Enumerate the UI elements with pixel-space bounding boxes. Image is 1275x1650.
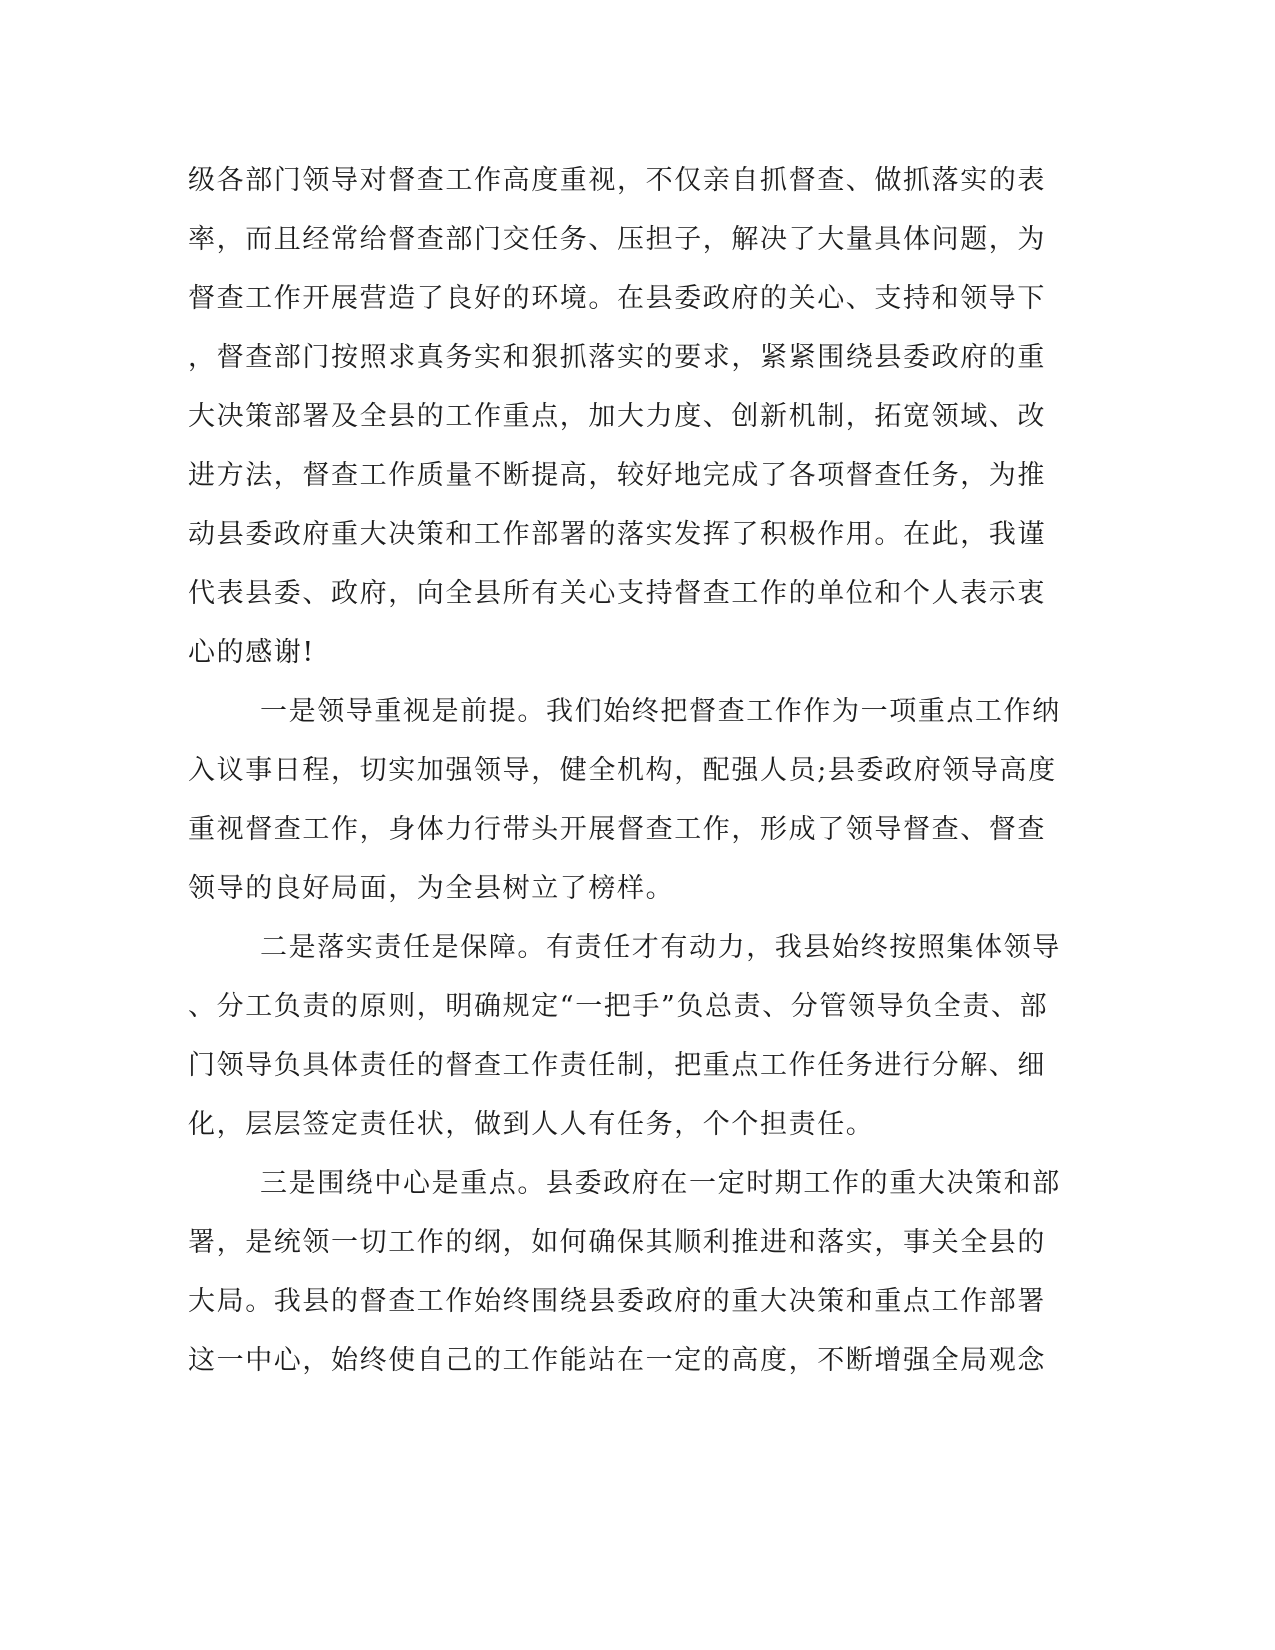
text-line: 入议事日程，切实加强领导，健全机构，配强人员;县委政府领导高度 bbox=[188, 755, 1057, 786]
text-line: 率，而且经常给督查部门交任务、压担子，解决了大量具体问题，为 bbox=[188, 224, 1046, 255]
text-line: 署，是统领一切工作的纲，如何确保其顺利推进和落实，事关全县的 bbox=[188, 1227, 1046, 1258]
paragraph-first-line: 三是围绕中心是重点。县委政府在一定时期工作的重大决策和部 bbox=[260, 1168, 1061, 1199]
text-line: 级各部门领导对督查工作高度重视，不仅亲自抓督查、做抓落实的表 bbox=[188, 165, 1046, 196]
text-line: 领导的良好局面，为全县树立了榜样。 bbox=[188, 873, 675, 904]
text-line: 动县委政府重大决策和工作部署的落实发挥了积极作用。在此，我谨 bbox=[188, 519, 1046, 550]
text-line: 化，层层签定责任状，做到人人有任务，个个担责任。 bbox=[188, 1109, 875, 1140]
text-line: 重视督查工作，身体力行带头开展督查工作，形成了领导督查、督查 bbox=[188, 814, 1046, 845]
text-line: 大局。我县的督查工作始终围绕县委政府的重大决策和重点工作部署 bbox=[188, 1286, 1046, 1317]
paragraph-first-line: 一是领导重视是前提。我们始终把督查工作作为一项重点工作纳 bbox=[260, 696, 1061, 727]
text-line: ，督查部门按照求真务实和狠抓落实的要求，紧紧围绕县委政府的重 bbox=[188, 342, 1046, 373]
text-line: 门领导负具体责任的督查工作责任制，把重点工作任务进行分解、细 bbox=[188, 1050, 1046, 1081]
text-line: 代表县委、政府，向全县所有关心支持督查工作的单位和个人表示衷 bbox=[188, 578, 1046, 609]
text-line: 心的感谢! bbox=[188, 637, 315, 668]
paragraph-first-line: 二是落实责任是保障。有责任才有动力，我县始终按照集体领导 bbox=[260, 932, 1061, 963]
text-line: 督查工作开展营造了良好的环境。在县委政府的关心、支持和领导下 bbox=[188, 283, 1046, 314]
text-line: 、分工负责的原则，明确规定“一把手”负总责、分管领导负全责、部 bbox=[188, 991, 1049, 1022]
text-line: 这一中心，始终使自己的工作能站在一定的高度，不断增强全局观念 bbox=[188, 1345, 1046, 1376]
text-line: 大决策部署及全县的工作重点，加大力度、创新机制，拓宽领域、改 bbox=[188, 401, 1046, 432]
text-line: 进方法，督查工作质量不断提高，较好地完成了各项督查任务，为推 bbox=[188, 460, 1046, 491]
